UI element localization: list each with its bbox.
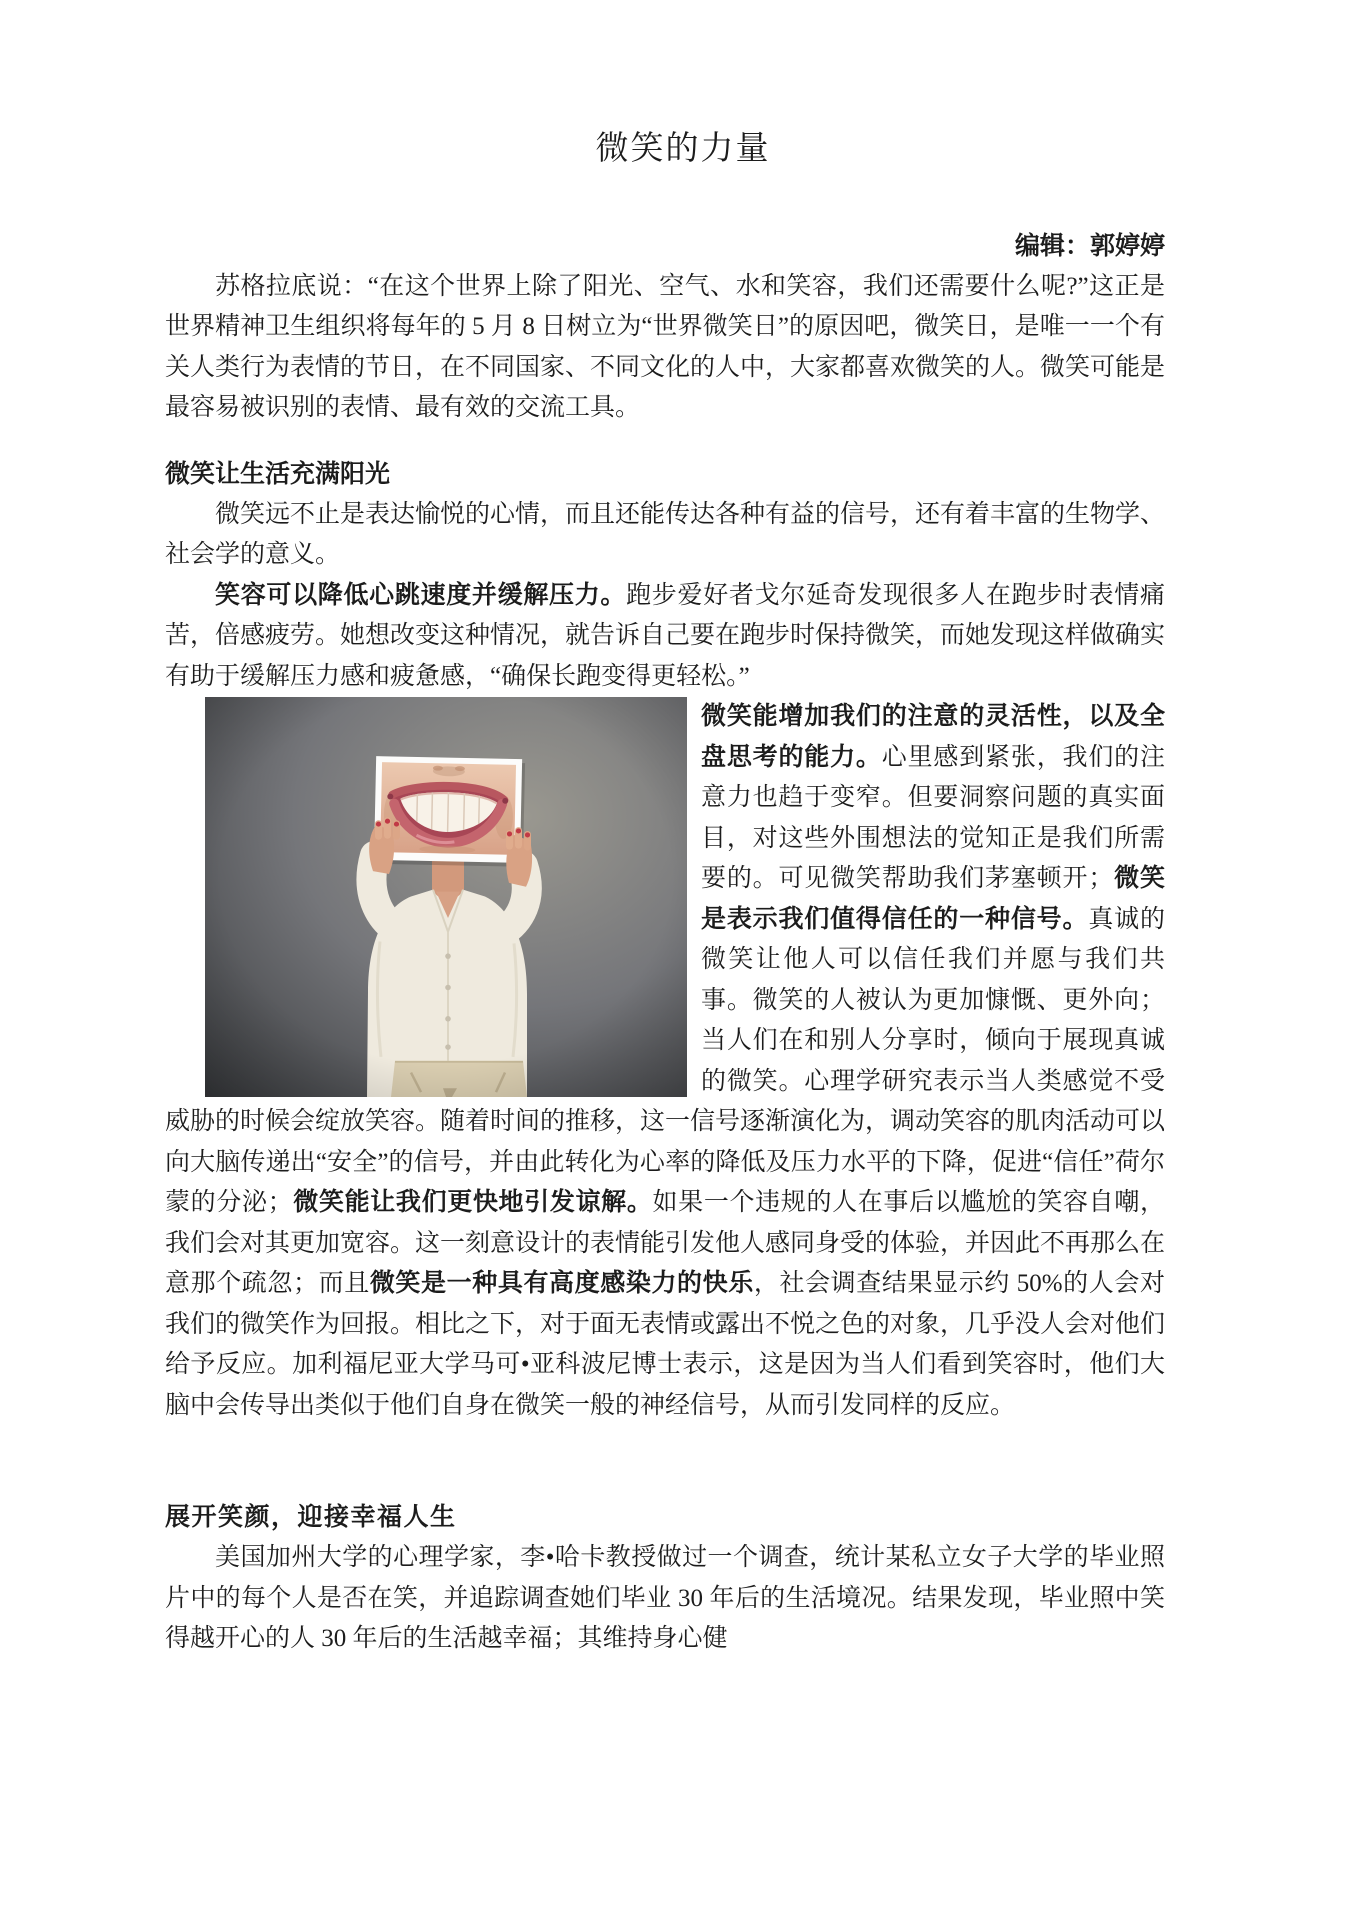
text-run-bold: 微笑能增加我们的注意的灵活性，以及全盘思考的能力。 <box>701 703 1165 771</box>
paragraph-pressure <box>165 576 1165 698</box>
byline-editor: 编辑：郭婷婷 <box>1014 232 1165 260</box>
text-run-bold: 笑容可以降低心跳速度并缓解压力。 <box>215 581 627 609</box>
text-run: ，社会调查结果显示约 50%的人会对我们的微笑作为回报。相比之下，对于面无表情或露出不悦之色的对象，几乎没人会对他们给予反应。加利福尼亚大学马可•亚科波尼博士表示，这是因为当人们看到笑容时，他们大脑中会传导出类似于他们自身在微笑一般的神经信号，从而引发同样的反应。 <box>165 1270 1166 1419</box>
paragraph-meaning: 微笑远不止是表达愉悦的心情，而且还能传达各种有益的信号，还有着丰富的生物学、社会学的意义。 <box>165 500 1166 569</box>
page-title: 微笑的力量 <box>595 131 771 167</box>
section-heading-happy-life: 展开笑颜，迎接幸福人生 <box>165 1504 457 1532</box>
photo-and-wrapped-text <box>165 697 1165 1426</box>
paragraph-survey: 美国加州大学的心理学家，李•哈卡教授做过一个调查，统计某私立女子大学的毕业照片中的每个人是否在笑，并追踪调查她们毕业 30 年后的生活境况。结果发现，毕业照中笑得越开心的人 30 年后的生活越幸福；其维持身心健 <box>165 1544 1165 1653</box>
text-run: 如果一个违规的人在事后以尴尬的笑容自嘲，我们会对其更加宽容。这一刻意设计的表情能引发他人感同身受的体验，并因此不再那么在意那个疏忽；而且 <box>165 1189 1166 1298</box>
smile-photo-illustration <box>205 697 687 1097</box>
text-run-bold: 微笑是表示我们值得信任的一种信号。 <box>701 865 1165 933</box>
text-run: 跑步爱好者戈尔延奇发现很多人在跑步时表情痛苦，倍感疲劳。她想改变这种情况，就告诉自己要在跑步时保持微笑，而她发现这样做确实有助于缓解压力感和疲惫感，“确保长跑变得更轻松。” <box>165 581 1166 690</box>
text-run-bold: 微笑是一种具有高度感染力的快乐 <box>369 1270 754 1298</box>
smile-photo <box>205 697 687 1097</box>
text-run: 心里感到紧张，我们的注意力也趋于变窄。但要洞察问题的真实面目，对这些外围想法的觉知正是我们所需要的。可见微笑帮助我们茅塞顿开； <box>701 743 1165 893</box>
paragraph-intro: 苏格拉底说：“在这个世界上除了阳光、空气、水和笑容，我们还需要什么呢?”这正是世界精神卫生组织将每年的 5 月 8 日树立为“世界微笑日”的原因吧，微笑日，是唯一一个有关人类行为表情的节日，在不同国家、不同文化的人中，大家都喜欢微笑的人。微笑可能是最容易被识别的表情、最有效的交流工具。 <box>165 272 1166 422</box>
section-heading-sunshine: 微笑让生活充满阳光 <box>165 460 391 488</box>
text-run: 真诚的微笑让他人可以信任我们并愿与我们共事。微笑的人被认为更加慷慨、更外向；当人们在和别人分享时，倾向于展现真诚的微笑。心理学研究表示当人类感觉不受威胁的时候会绽放笑容。随着时间的推移，这一信号逐渐演化为，调动笑容的肌肉活动可以向大脑传递出“安全”的信号，并由此转化为心率的降低及压力水平的下降，促进“信任”荷尔蒙的分泌； <box>165 905 1166 1217</box>
text-run-bold: 微笑能让我们更快地引发谅解。 <box>292 1189 653 1217</box>
